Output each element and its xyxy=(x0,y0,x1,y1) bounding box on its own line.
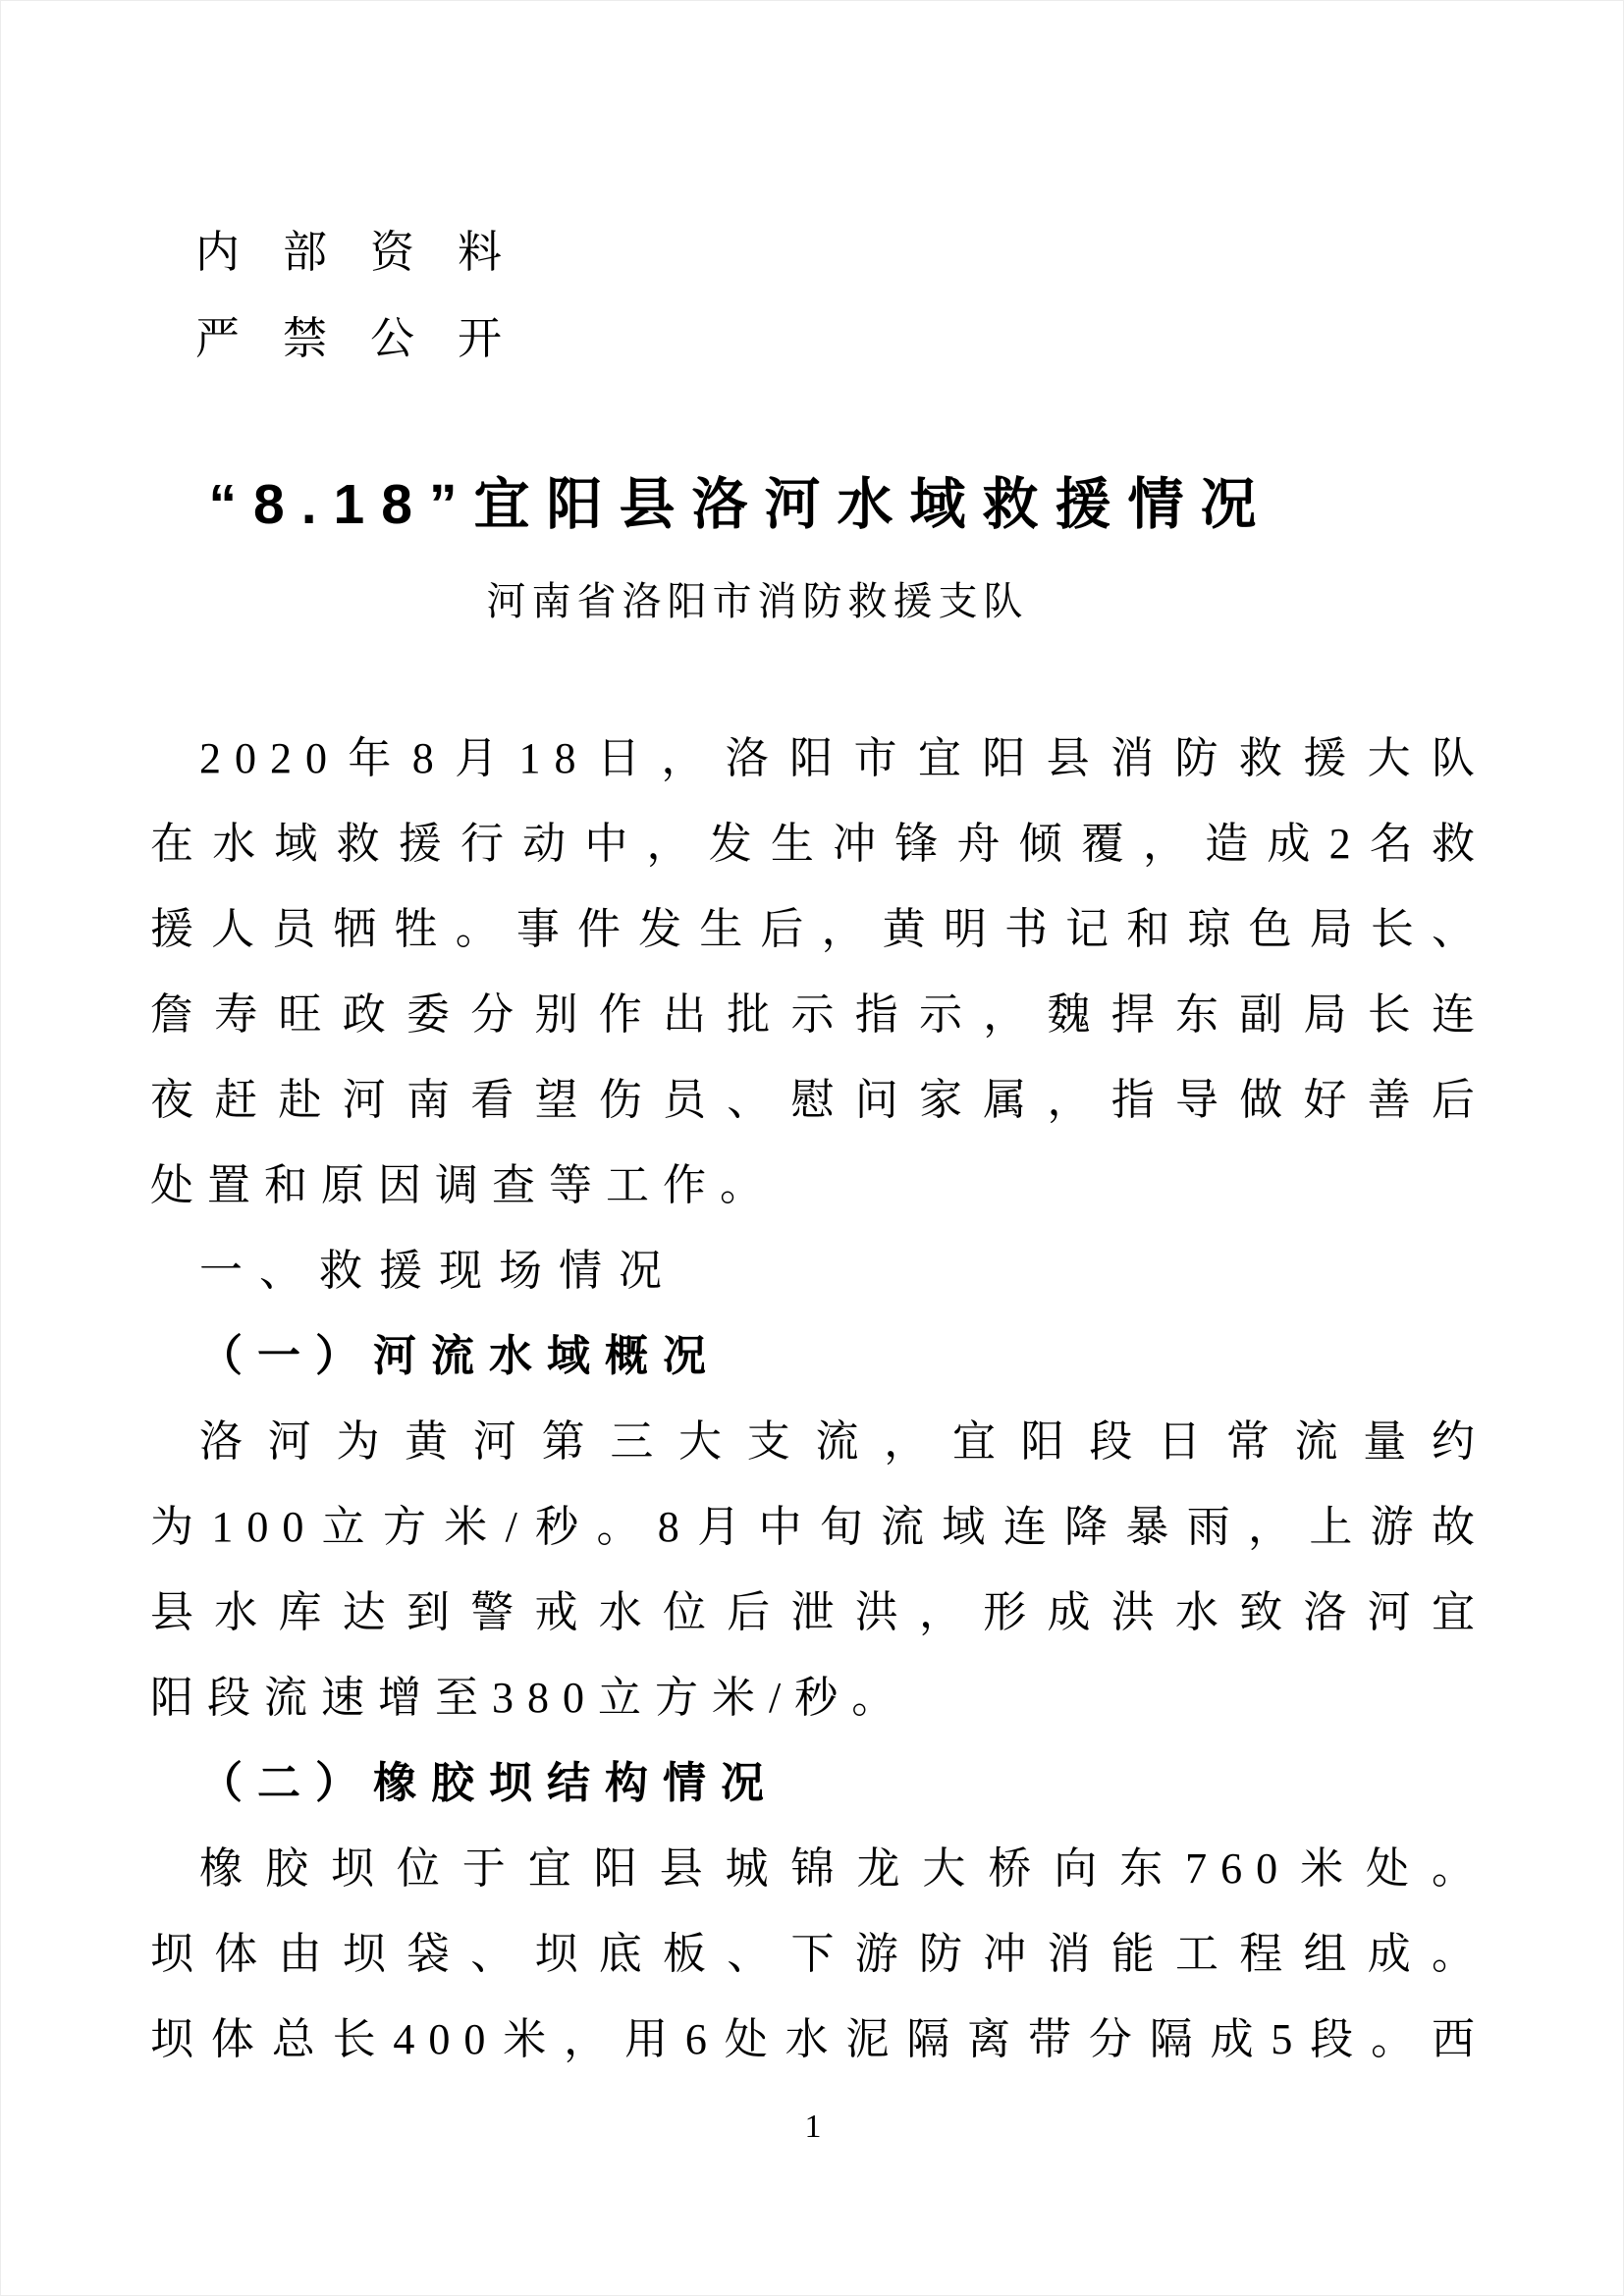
document-body xyxy=(150,716,1489,2082)
document-title: “8.18”宜阳县洛河水域救援情况 xyxy=(208,473,1273,536)
body-line: 处置和原因调查等工作。 xyxy=(150,1161,777,1209)
document-subtitle: 河南省洛阳市消防救援支队 xyxy=(486,580,1029,623)
body-line: 坝体由坝袋、坝底板、下游防冲消能工程组成。 xyxy=(150,1930,1489,1978)
body-line: 在水域救援行动中，发生冲锋舟倾覆，造成2名救 xyxy=(150,820,1489,868)
subsection-heading-river-overview: （一）河流水域概况 xyxy=(199,1332,721,1380)
subsection-heading-rubber-dam: （二）橡胶坝结构情况 xyxy=(199,1759,779,1807)
classification-line-no-disclosure: 严禁公开 xyxy=(195,313,546,363)
body-line: 2020年8月18日，洛阳市宜阳县消防救援大队 xyxy=(199,734,1489,782)
body-line: 阳段流速增至380立方米/秒。 xyxy=(150,1674,909,1722)
body-line: 詹寿旺政委分别作出批示指示，魏捍东副局长连 xyxy=(150,990,1489,1039)
body-line: 橡胶坝位于宜阳县城锦龙大桥向东760米处。 xyxy=(199,1844,1489,1893)
classification-marking xyxy=(195,209,545,382)
body-line: 洛河为黄河第三大支流，宜阳段日常流量约 xyxy=(199,1417,1489,1466)
body-line: 坝体总长400米，用6处水泥隔离带分隔成5段。西 xyxy=(150,2015,1489,2063)
classification-line-internal: 内部资料 xyxy=(195,227,546,277)
body-line: 援人员牺牲。事件发生后，黄明书记和琼色局长、 xyxy=(150,905,1489,953)
body-line: 为100立方米/秒。8月中旬流域连降暴雨，上游故 xyxy=(150,1503,1489,1551)
body-line: 夜赶赴河南看望伤员、慰问家属，指导做好善后 xyxy=(150,1076,1489,1124)
section-heading-rescue-scene: 一、救援现场情况 xyxy=(199,1247,678,1295)
page-number: 1 xyxy=(804,2109,822,2145)
body-line: 县水库达到警戒水位后泄洪，形成洪水致洛河宜 xyxy=(150,1588,1489,1636)
